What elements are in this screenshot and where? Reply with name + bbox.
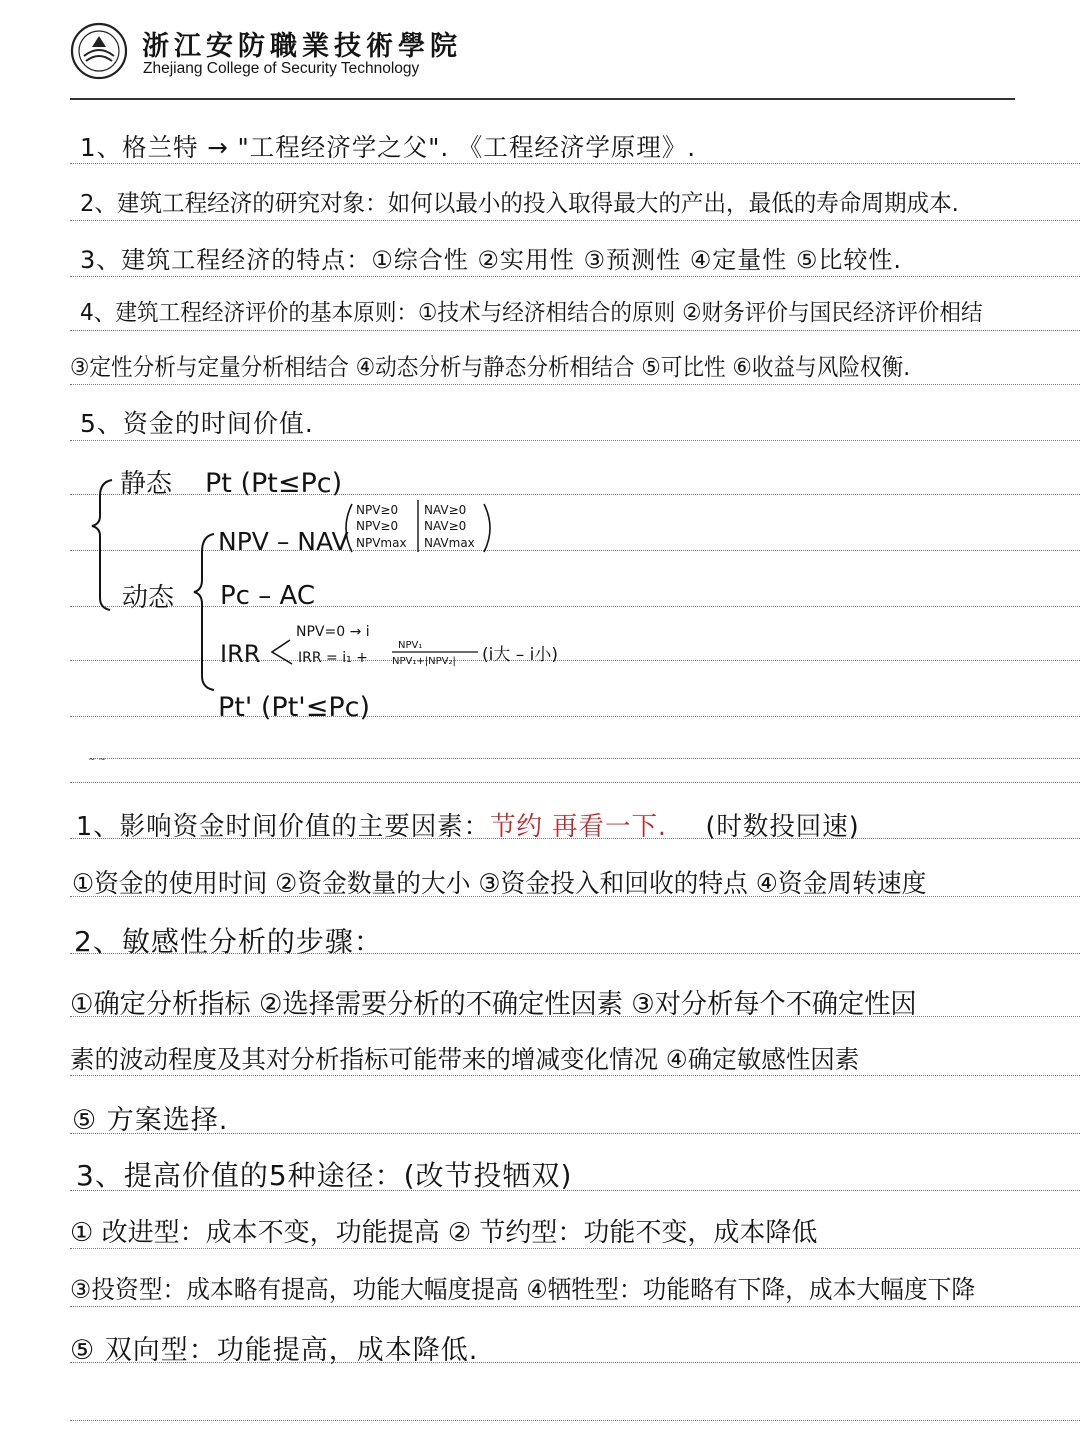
npv-item: NPVmax bbox=[356, 536, 407, 550]
note2-line-7: 3、提高价值的5种途径：(改节投牺双) bbox=[76, 1159, 573, 1192]
note-line-2: 2、建筑工程经济的研究对象：如何以最小的投入取得最大的产出，最低的寿命周期成本. bbox=[80, 189, 959, 217]
ruled-line bbox=[70, 1420, 1080, 1421]
note-line-1: 1、格兰特 → "工程经济学之父". 《工程经济学原理》. bbox=[80, 133, 697, 162]
note2-line-1 bbox=[76, 806, 860, 843]
note-line-5: ③定性分析与定量分析相结合 ④动态分析与静态分析相结合 ⑤可比性 ⑥收益与风险权衡. bbox=[70, 353, 911, 381]
note2-line-6: ⑤ 方案选择. bbox=[72, 1105, 229, 1136]
npv-item: NPV≥0 bbox=[356, 519, 399, 533]
static-formula: Pt (Pt≤Pc) bbox=[205, 468, 343, 499]
factors-heading: 1、影响资金时间价值的主要因素： bbox=[76, 812, 491, 842]
note2-line-4: ①确定分析指标 ②选择需要分析的不确定性因素 ③对分析每个不确定性因 bbox=[70, 989, 917, 1020]
irr-fraction-num: NPV₁ bbox=[398, 640, 423, 651]
pc-ac: Pc – AC bbox=[220, 581, 315, 611]
note-line-3: 3、建筑工程经济的特点：①综合性 ②实用性 ③预测性 ④定量性 ⑤比较性. bbox=[80, 246, 902, 274]
nav-item: NAV≥0 bbox=[424, 503, 467, 517]
irr-fraction-den: NPV₁+|NPV₂| bbox=[392, 656, 456, 667]
note2-line-10: ⑤ 双向型：功能提高，成本降低. bbox=[70, 1335, 479, 1366]
nav-item: NAV≥0 bbox=[424, 519, 467, 533]
college-name-en: Zhejiang College of Security Technology bbox=[143, 60, 420, 77]
note2-line-5: 素的波动程度及其对分析指标可能带来的增减变化情况 ④确定敏感性因素 bbox=[70, 1045, 860, 1074]
note-line-4: 4、建筑工程经济评价的基本原则：①技术与经济相结合的原则 ②财务评价与国民经济评价相结 bbox=[80, 300, 983, 326]
ruled-line bbox=[70, 782, 1080, 783]
dynamic-brace bbox=[194, 534, 214, 690]
mnemonic: (时数投回速) bbox=[705, 812, 860, 842]
page-fold-mark: ~ ~ bbox=[88, 755, 106, 765]
irr-range: (i大 – i小) bbox=[482, 645, 559, 665]
npv-nav: NPV – NAV bbox=[218, 527, 349, 556]
irr-top: NPV=0 → i bbox=[296, 624, 370, 640]
pt-dynamic: Pt' (Pt'≤Pc) bbox=[218, 692, 370, 723]
irr-bottom: IRR = i₁ + bbox=[298, 650, 368, 666]
note2-line-3: 2、敏感性分析的步骤： bbox=[74, 925, 383, 958]
note2-line-8: ① 改进型：成本不变，功能提高 ② 节约型：功能不变，成本降低 bbox=[70, 1218, 818, 1248]
note-line-6: 5、资金的时间价值. bbox=[80, 409, 314, 438]
npv-item: NPV≥0 bbox=[356, 503, 399, 517]
static-label: 静态 bbox=[120, 469, 173, 499]
ruled-line bbox=[70, 1306, 1080, 1307]
note2-line-2: ①资金的使用时间 ②资金数量的大小 ③资金投入和回收的特点 ④资金周转速度 bbox=[72, 869, 927, 899]
irr-label: IRR bbox=[220, 640, 261, 668]
red-annotation: 节约 再看一下. bbox=[490, 812, 668, 842]
note2-line-9: ③投资型：成本略有提高，功能大幅度提高 ④牺牲型：功能略有下降，成本大幅度下降 bbox=[70, 1275, 976, 1304]
nav-item: NAVmax bbox=[424, 536, 475, 550]
outer-brace bbox=[92, 480, 112, 610]
dynamic-label: 动态 bbox=[122, 583, 175, 613]
college-name-cn: 浙江安防職業技術學院 bbox=[142, 31, 462, 62]
